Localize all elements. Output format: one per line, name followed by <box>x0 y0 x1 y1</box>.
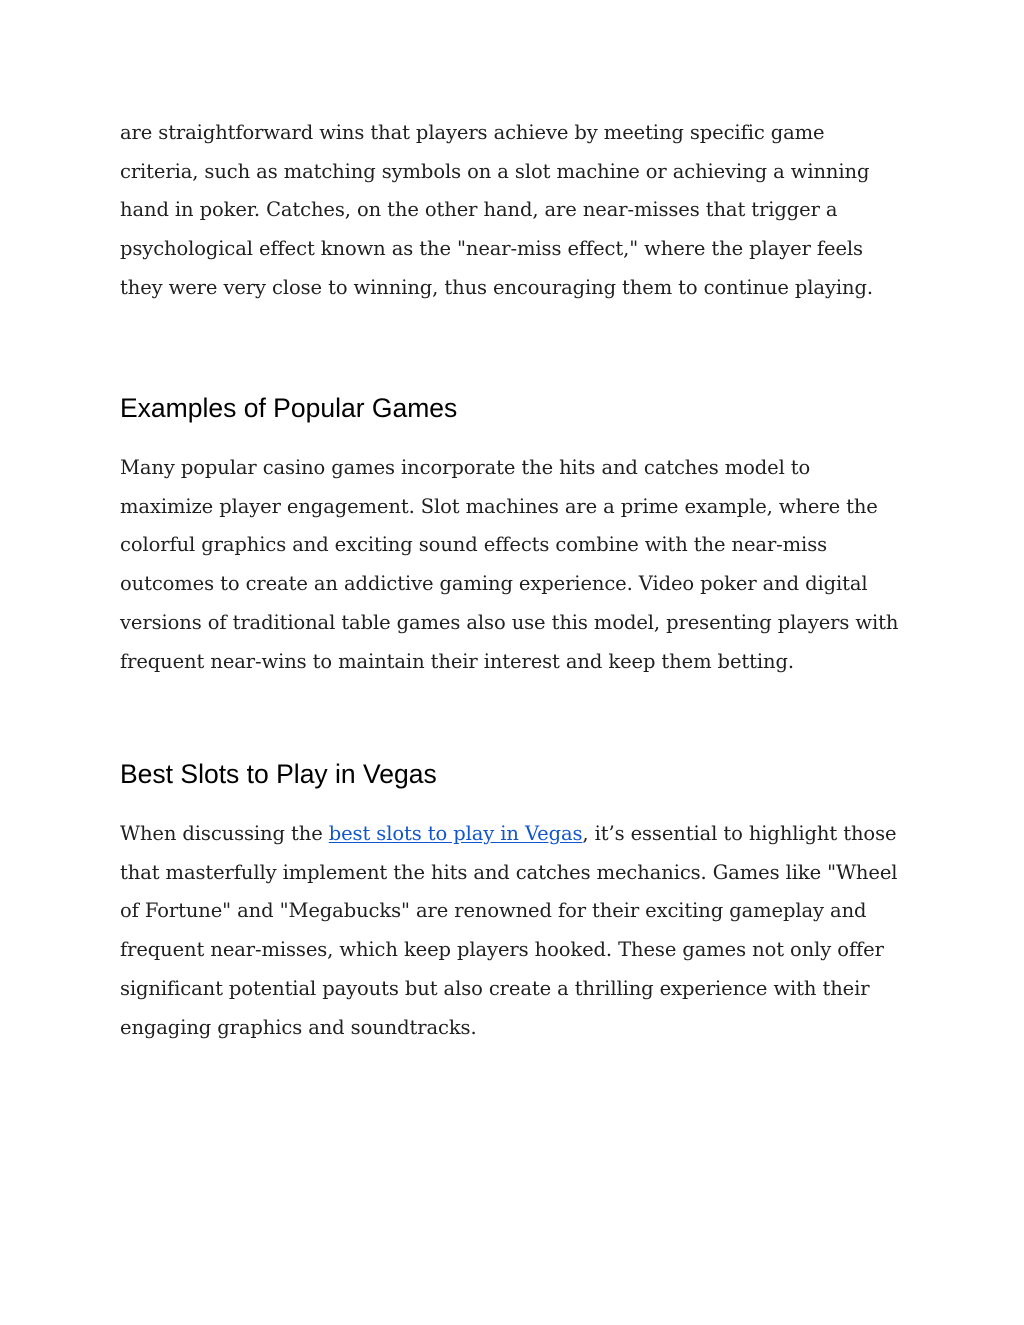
best-slots-heading: Best Slots to Play in Vegas <box>120 759 437 789</box>
best-slots-link[interactable]: best slots to play in Vegas <box>328 822 583 845</box>
examples-paragraph: Many popular casino games incorporate the hits and catches model to maximize player engagement. Slot machines are a prime example, where the colorful graphics and exciting sound effects combine with the near-miss outcomes to create an addictive gaming experience. Video poker and digital versions of traditional table games also use this model, presenting players with frequent near-wins to maintain their interest and keep them betting. <box>120 456 899 673</box>
examples-heading: Examples of Popular Games <box>120 393 458 423</box>
best-slots-text-after-link: , it’s essential to highlight those that masterfully implement the hits and catches mechanics. Games like "Wheel of Fortune" and "Megabucks" are renowned for their exciting gameplay and frequent near-misses, which keep players hooked. These games not only offer significant potential payouts but also create a thrilling experience with their engaging graphics and soundtracks. <box>120 822 898 1039</box>
best-slots-paragraph <box>120 815 906 1047</box>
intro-paragraph: are straightforward wins that players achieve by meeting specific game criteria, such as matching symbols on a slot machine or achieving a winning hand in poker. Catches, on the other hand, are near-misses that trigger a psychological effect known as the "near-miss effect," where the player feels they were very close to winning, thus encouraging them to continue playing. <box>120 121 873 299</box>
best-slots-text-before-link: When discussing the <box>120 822 329 845</box>
